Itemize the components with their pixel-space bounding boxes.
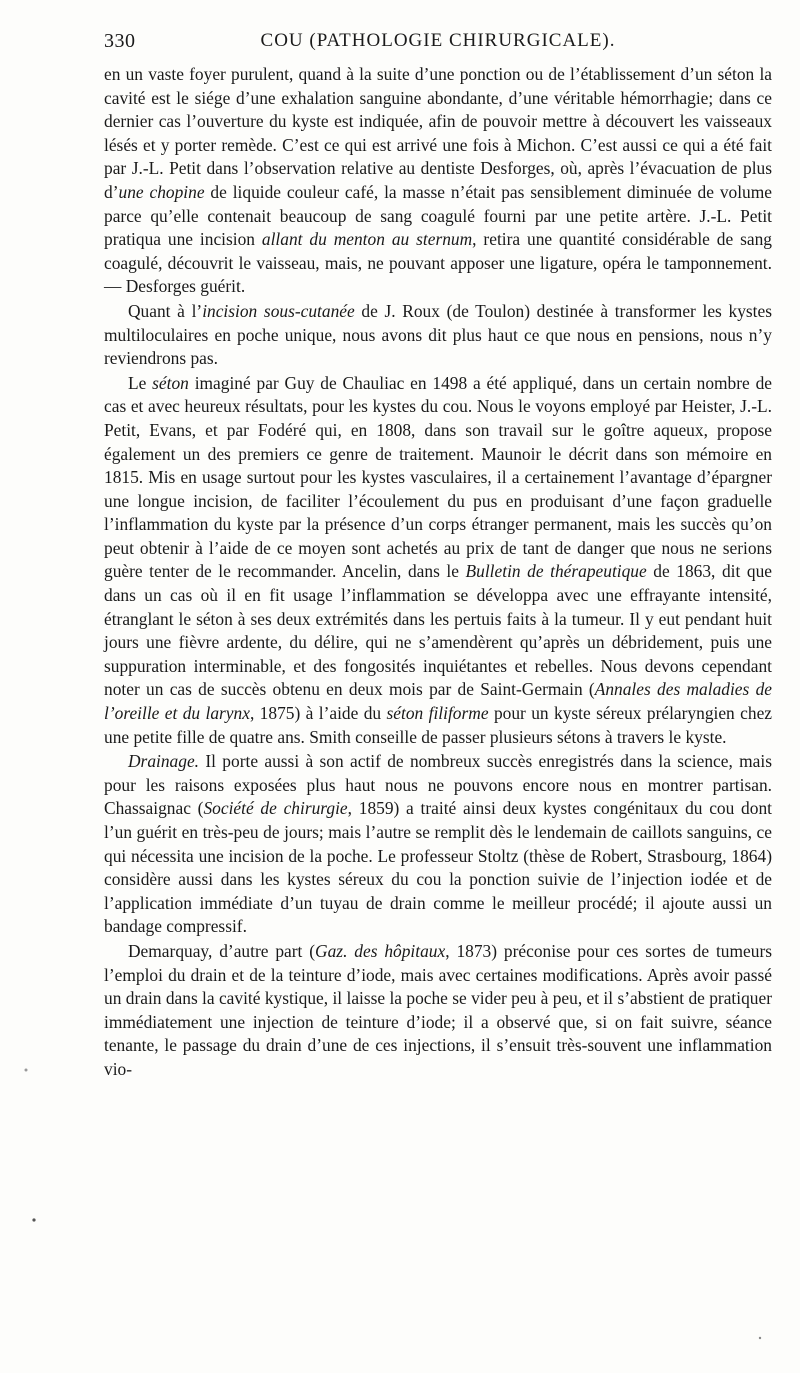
text-run: Quant à l’	[128, 300, 203, 321]
text-run: Demarquay, d’autre part (	[128, 940, 316, 961]
paragraph	[104, 300, 772, 371]
paragraph	[104, 63, 772, 299]
italic-run: Gaz. des hôpitaux	[315, 940, 446, 961]
text-run: , 1873) préconise pour ces sortes de tumeurs l’emploi du drain et de la teinture d’iode, mais avec certaines modifications. Après avoir passé un drain dans la cavité kystique, il laisse la poche se vider peu à peu, et il s’abstient de pratiquer immédiatement une injection de teinture d’iode; il a observé que, si on fait suivre, séance tenante, le passage du drain d’une de ces injections, il s’ensuit très-souvent une inflammation vio-	[104, 940, 773, 1079]
text-run: , 1875) à l’aide du	[249, 703, 387, 724]
body-text	[104, 63, 772, 1082]
paragraph	[104, 372, 772, 750]
text-run: de 1863, dit que dans un cas où il en fit usage l’inflammation se développa avec une effrayante intensité, étranglant le séton à ses deux extrémités dans les pertuis faits à la tumeur. Il y eut pendant huit jours une fièvre ardente, du délire, qui ne s’amendèrent qu’après un débridement, puis une suppuration interminable, et des fongosités inquiétantes et rebelles. Nous devons cependant noter un cas de succès obtenu en deux mois par de Saint-Germain (	[104, 561, 772, 700]
italic-run: séton filiforme	[386, 703, 489, 724]
italic-run: une chopine	[118, 181, 205, 202]
text-run: Il porte aussi à son actif de nombreux succès enregistrés dans la science, mais pour les raisons exposées plus haut nous ne pouvons encore nous en montrer partisan. Chassaignac (	[104, 751, 772, 819]
text-run: Le	[128, 372, 153, 393]
italic-run: séton	[152, 372, 189, 393]
italic-run: Société de chirurgie	[203, 798, 348, 819]
italic-run: Drainage.	[128, 751, 200, 772]
text-run: en un vaste foyer purulent, quand à la suite d’une ponction ou de l’établissement d’un séton la cavité est le siége d’une exhalation sanguine abondante, d’une véritable hémorrhagie; dans ce dernier cas l’ouverture du kyste est indiquée, afin de pouvoir mettre à découvert les vaisseaux lésés et y porter remède. C’est ce qui est arrivé une fois à Michon. C’est aussi ce qui a été fait par J.-L. Petit dans l’observation relative au dentiste Desforges, où, après l’évacuation de plus d’	[104, 64, 772, 202]
italic-run: incision sous-cutanée	[202, 300, 355, 321]
text-run: imaginé par Guy de Chauliac en 1498 a été appliqué, dans un certain nombre de cas et avec heureux résultats, pour les kystes du cou. Nous le voyons employé par Heister, J.-L. Petit, Evans, et par Fodéré qui, en 1808, dans son travail sur le goître aqueux, propose également un des premiers ce genre de traitement. Maunoir le décrit dans son mémoire en 1815. Mis en usage surtout pour les kystes vasculaires, il a certainement l’avantage d’épargner une longue incision, de faciliter l’écoulement du pus en produisant d’une façon graduelle l’inflammation du kyste par la présence d’un corps étranger permanent, mais les succès qu’on peut obtenir à l’aide de ce moyen sont achetés au prix de tant de danger que nous ne serions guère tenter de le recommander. Ancelin, dans le	[104, 372, 772, 582]
text-run: de liquide couleur café, la masse n’était pas sensiblement diminuée de volume parce qu’elle contenait beaucoup de sang coagulé fourni par une petite artère. J.-L. Petit pratiqua une incision	[104, 181, 772, 250]
text-run: , 1859) a traité ainsi deux kystes congénitaux du cou dont l’un guérit en très-peu de jours; mais l’autre se remplit dès le lendemain de caillots sanguins, ce qui nécessita une incision de la poche. Le professeur Stoltz (thèse de Robert, Strasbourg, 1864) considère aussi dans les kystes séreux du cou la ponction suivie de l’injection iodée et de l’application immédiate d’un tuyau de drain comme le meilleur procédé; il ajoute aussi un bandage compressif.	[104, 798, 772, 937]
paragraph	[104, 940, 772, 1082]
italic-run: Annales des maladies de l’oreille et du larynx	[104, 679, 772, 724]
page-header	[104, 28, 772, 60]
page-number: 330	[104, 30, 136, 52]
italic-run: Bulletin de thérapeutique	[465, 561, 647, 582]
text-run: , retira une quantité considérable de sang coagulé, découvrit le vaisseau, mais, ne pouvant apposer une ligature, opéra le tamponnement. — Desforges guérit.	[104, 229, 772, 297]
text-run: de J. Roux (de Toulon) destinée à transformer les kystes multiloculaires en poche unique, nous avons dit plus haut ce que nous en pensions, nous n’y reviendrons pas.	[104, 300, 772, 369]
running-title: COU (PATHOLOGIE CHIRURGICALE).	[260, 30, 616, 51]
text-run: pour un kyste séreux prélaryngien chez une petite fille de quatre ans. Smith conseille de passer plusieurs sétons à travers le kyste.	[104, 703, 773, 747]
italic-run: allant du menton au sternum	[261, 229, 473, 250]
paragraph	[104, 750, 772, 939]
